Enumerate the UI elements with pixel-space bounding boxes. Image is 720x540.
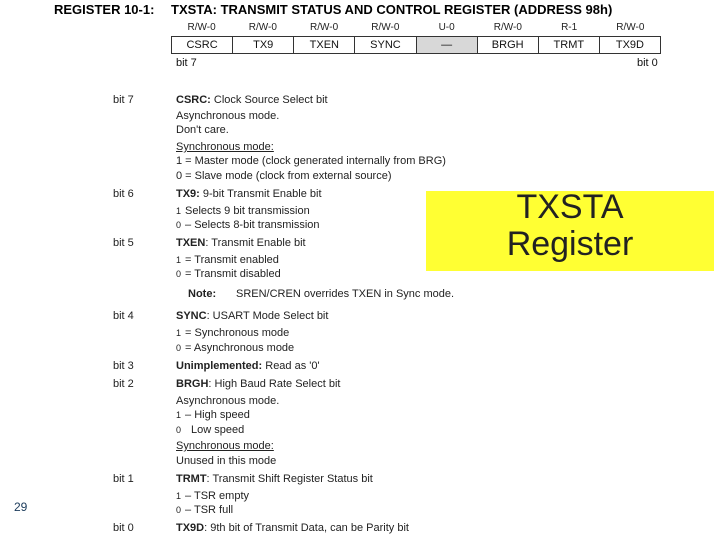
bit-name: TX9D xyxy=(176,522,205,534)
bit-title: : Transmit Shift Register Status bit xyxy=(206,473,373,485)
slide-title-box xyxy=(426,188,714,271)
value-zero xyxy=(176,268,281,280)
value-digit: 1 xyxy=(176,328,182,338)
access-type: R/W-0 xyxy=(493,22,522,33)
sync-mode-heading: Synchronous mode: xyxy=(176,141,274,153)
bit-cell: TXEN xyxy=(294,37,355,54)
value-text: – Selects 8-bit transmission xyxy=(185,219,320,231)
bit-label: bit 5 xyxy=(113,237,134,249)
bit-name: TXEN xyxy=(176,237,206,249)
value-digit: 0 xyxy=(176,505,182,515)
bit-cell: BRGH xyxy=(477,37,538,54)
page-number: 29 xyxy=(14,500,28,514)
bit-name: Unimplemented: xyxy=(176,360,263,372)
bit-title: 9-bit Transmit Enable bit xyxy=(199,188,322,200)
value-one xyxy=(176,409,250,421)
bit-cell: TRMT xyxy=(538,37,599,54)
value-text: = Asynchronous mode xyxy=(185,342,295,354)
bit-name: CSRC: xyxy=(176,94,211,106)
value-text: = Transmit disabled xyxy=(185,268,281,280)
async-mode-heading: Asynchronous mode. xyxy=(176,395,280,407)
bit-label: bit 6 xyxy=(113,188,134,200)
bit7-heading xyxy=(176,94,328,106)
bit2-heading xyxy=(176,378,340,390)
bit-cell: TX9D xyxy=(599,37,660,54)
bit-label: bit 4 xyxy=(113,310,134,322)
access-type: R/W-0 xyxy=(371,22,400,33)
register-bit-row xyxy=(172,37,661,54)
value-one xyxy=(176,490,249,502)
bit6-heading xyxy=(176,188,322,200)
note-text: SREN/CREN overrides TXEN in Sync mode. xyxy=(236,288,455,300)
msb-label: bit 7 xyxy=(176,57,197,69)
bit-title: Clock Source Select bit xyxy=(210,94,328,106)
bit-label: bit 2 xyxy=(113,378,134,390)
bit3-heading xyxy=(176,360,320,372)
value-digit: 1 xyxy=(176,491,182,501)
value-zero: 0 = Slave mode (clock from external source) xyxy=(176,170,392,182)
async-mode-heading: Asynchronous mode. xyxy=(176,110,280,122)
bit-name: SYNC xyxy=(176,310,207,322)
value-one xyxy=(176,327,289,339)
value-zero xyxy=(176,504,233,516)
bit-cell-unimplemented: — xyxy=(416,37,477,54)
value-one xyxy=(176,254,279,266)
register-title: TXSTA: TRANSMIT STATUS AND CONTROL REGISTER (ADDRESS 98h) xyxy=(171,2,613,17)
value-one xyxy=(176,205,310,217)
bit-label: bit 0 xyxy=(113,522,134,534)
bit-label: bit 3 xyxy=(113,360,134,372)
value-zero xyxy=(176,342,294,354)
access-row xyxy=(171,22,661,34)
access-type: R/W-0 xyxy=(616,22,645,33)
value-digit: 0 xyxy=(176,425,182,435)
bit-title: Read as '0' xyxy=(262,360,320,372)
bit-cell: SYNC xyxy=(355,37,416,54)
access-type: U-0 xyxy=(438,22,455,33)
value-one: 1 = Master mode (clock generated internally from BRG) xyxy=(176,155,446,167)
note-label: Note: xyxy=(188,288,217,300)
value-text: – High speed xyxy=(185,409,250,421)
value-digit: 0 xyxy=(176,343,182,353)
bit-title: : USART Mode Select bit xyxy=(206,310,329,322)
async-mode-value: Don't care. xyxy=(176,124,229,136)
value-text: = Transmit enabled xyxy=(185,254,279,266)
bit5-heading xyxy=(176,237,306,249)
bit-name: TX9: xyxy=(176,188,200,200)
register-number: REGISTER 10-1: xyxy=(54,2,155,17)
value-digit: 1 xyxy=(176,410,182,420)
value-digit: 0 xyxy=(176,269,182,279)
value-digit: 1 xyxy=(176,255,182,265)
bit4-heading xyxy=(176,310,328,322)
access-type: R/W-0 xyxy=(248,22,277,33)
value-zero xyxy=(176,219,320,231)
bit-title: : 9th bit of Transmit Data, can be Parity bit xyxy=(204,522,409,534)
bit-name: BRGH xyxy=(176,378,209,390)
value-text: – TSR full xyxy=(185,504,234,516)
register-bit-table xyxy=(171,36,661,54)
access-type: R/W-0 xyxy=(310,22,339,33)
slide-title-line1: TXSTA xyxy=(516,188,624,226)
value-digit: 0 xyxy=(176,220,182,230)
slide-title-line2: Register xyxy=(506,225,634,263)
bit1-heading xyxy=(176,473,373,485)
bit0-heading xyxy=(176,522,409,534)
sync-mode-heading: Synchronous mode: xyxy=(176,440,274,452)
value-text: Selects 9 bit transmission xyxy=(185,205,310,217)
value-text: Low speed xyxy=(191,424,245,436)
bit-name: TRMT xyxy=(176,473,207,485)
value-digit: 1 xyxy=(176,206,182,216)
value-zero xyxy=(176,424,244,436)
bit-cell: CSRC xyxy=(172,37,233,54)
access-type: R/W-0 xyxy=(187,22,216,33)
bit-label: bit 7 xyxy=(113,94,134,106)
value-text: = Synchronous mode xyxy=(185,327,290,339)
bit-title: : Transmit Enable bit xyxy=(205,237,306,249)
bit-title: : High Baud Rate Select bit xyxy=(208,378,341,390)
value-text: – TSR empty xyxy=(185,490,250,502)
lsb-label: bit 0 xyxy=(637,57,658,69)
access-type: R-1 xyxy=(561,22,578,33)
sync-mode-value: Unused in this mode xyxy=(176,455,277,467)
bit-label: bit 1 xyxy=(113,473,134,485)
bit-cell: TX9 xyxy=(233,37,294,54)
